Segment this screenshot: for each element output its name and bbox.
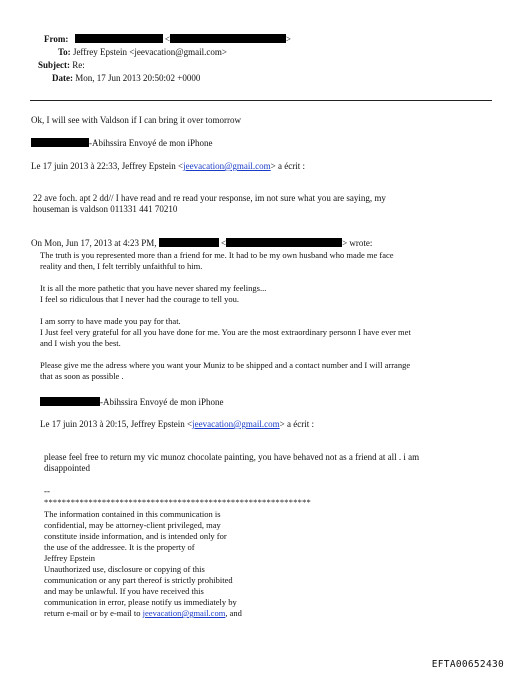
disclaimer-line: Jeffrey Epstein xyxy=(44,553,96,563)
disclaimer-line: constitute inside information, and is intended only for xyxy=(44,531,227,541)
email-link[interactable]: jeevacation@gmail.com xyxy=(192,419,280,429)
body-line: I feel so ridiculous that I never had the courage to tell you. xyxy=(40,294,239,304)
signature-dashes: -- xyxy=(44,486,50,496)
quoted-line: please feel free to return my vic munoz chocolate painting, you have behaved not as a friend at all . i am xyxy=(44,452,420,462)
quoted-message-body xyxy=(40,250,490,382)
redacted-sender-name xyxy=(159,238,219,247)
body-line: It is all the more pathetic that you have never shared my feelings... xyxy=(40,283,267,293)
disclaimer-line: confidential, may be attorney-client privileged, may xyxy=(44,520,221,530)
body-line: that as soon as possible . xyxy=(40,371,124,381)
redacted-sender-name xyxy=(40,397,100,406)
angle-open: < xyxy=(221,238,227,248)
disclaimer-line: and may be unlawful. If you have received this xyxy=(44,586,204,596)
disclaimer-line: communication in error, please notify us immediately by xyxy=(44,597,237,607)
body-line: Please give me the adress where you want your Muniz to be shipped and a contact number and I will arrange xyxy=(40,360,411,370)
disclaimer-line: Unauthorized use, disclosure or copying of this xyxy=(44,564,205,574)
redacted-sender-name xyxy=(31,138,89,147)
email-link[interactable]: jeevacation@gmail.com xyxy=(142,608,226,618)
disclaimer-line: The information contained in this communication is xyxy=(44,509,221,519)
to-label: To: xyxy=(58,47,71,57)
from-row xyxy=(44,34,291,45)
on-date-line xyxy=(31,238,372,249)
angle-close: > xyxy=(285,34,291,44)
document-id: EFTA00652430 xyxy=(431,659,504,670)
date-label: Date: xyxy=(52,73,73,83)
angle-open: < xyxy=(164,34,170,44)
disclaimer-text: , and xyxy=(225,608,242,618)
signature-text: -Abihssira Envoyé de mon iPhone xyxy=(100,397,224,407)
redacted-sender-email xyxy=(170,34,286,43)
quoted-line: disappointed xyxy=(44,463,90,473)
stars-divider: ************************************************************ xyxy=(44,497,311,507)
subject-value: Re: xyxy=(72,60,85,70)
subject-label: Subject: xyxy=(38,60,70,70)
date-value: Mon, 17 Jun 2013 20:50:02 +0000 xyxy=(75,73,201,83)
signature-text: -Abihssira Envoyé de mon iPhone xyxy=(89,138,213,148)
quoted-line: houseman is valdson 011331 441 70210 xyxy=(33,204,178,214)
reply-line: Ok, I will see with Valdson if I can bring it over tomorrow xyxy=(31,115,242,125)
body-line: I Just feel very grateful for all you have done for me. You are the most extraordinary personn I have ever met xyxy=(40,327,411,337)
body-line: reality and then, I felt terribly unfaithful to him. xyxy=(40,261,203,271)
quoted-signature xyxy=(40,397,223,408)
reply-signature xyxy=(31,138,212,149)
body-line: and I wish you the best. xyxy=(40,338,121,348)
date-row xyxy=(52,73,200,84)
disclaimer xyxy=(44,509,344,619)
quoted-line: 22 ave foch. apt 2 dd// I have read and re read your response, im not sure what you are saying, my xyxy=(33,193,386,203)
body-line: The truth is you represented more than a friend for me. It had to be my own husband who made me face xyxy=(40,250,394,260)
subject-row xyxy=(38,60,85,71)
from-label: From: xyxy=(44,34,69,44)
quote-intro-suffix: > a écrit : xyxy=(279,419,314,429)
quote-intro-text: Le 17 juin 2013 à 20:15, Jeffrey Epstein < xyxy=(40,419,193,429)
on-date-text: On Mon, Jun 17, 2013 at 4:23 PM, xyxy=(31,238,157,248)
header-divider xyxy=(30,100,492,101)
quote-intro xyxy=(40,419,314,430)
quote-intro-text: Le 17 juin 2013 à 22:33, Jeffrey Epstein < xyxy=(31,161,184,171)
disclaimer-line: the use of the addressee. It is the property of xyxy=(44,542,195,552)
wrote-text: > wrote: xyxy=(342,238,373,248)
redacted-sender-email xyxy=(226,238,342,247)
to-row xyxy=(58,47,227,58)
to-value: Jeffrey Epstein <jeevacation@gmail.com> xyxy=(72,47,227,57)
quote-intro xyxy=(31,161,305,172)
quote-intro-suffix: > a écrit : xyxy=(270,161,305,171)
disclaimer-line xyxy=(44,608,344,619)
redacted-sender-name xyxy=(75,34,163,43)
disclaimer-text: return e-mail or by e-mail to xyxy=(44,608,143,618)
email-link[interactable]: jeevacation@gmail.com xyxy=(183,161,271,171)
body-line: I am sorry to have made you pay for that. xyxy=(40,316,181,326)
disclaimer-line: communication or any part thereof is strictly prohibited xyxy=(44,575,233,585)
